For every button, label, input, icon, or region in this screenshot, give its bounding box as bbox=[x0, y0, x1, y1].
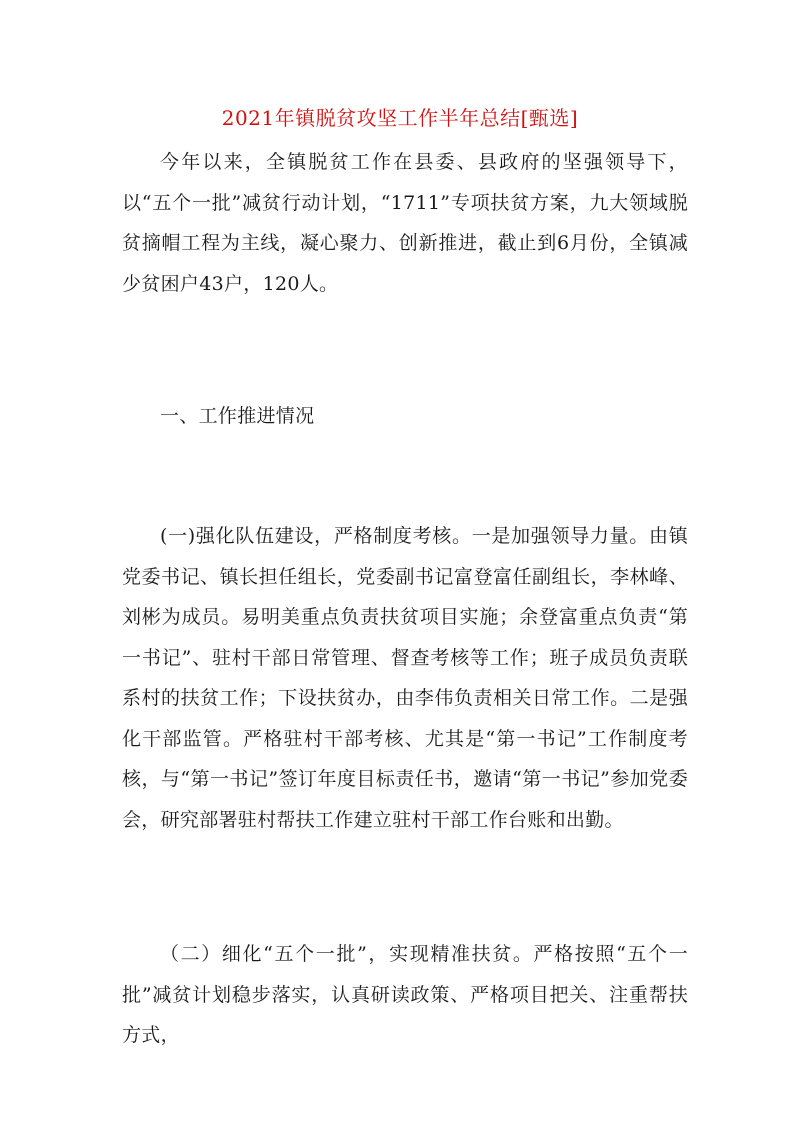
document-title: 2021年镇脱贫攻坚工作半年总结[甄选] bbox=[221, 106, 579, 130]
section-heading-work-progress: 一、工作推进情况 bbox=[160, 405, 315, 427]
paragraph-team-building: (一)强化队伍建设，严格制度考核。一是加强领导力量。由镇党委书记、镇长担任组长，党委副书记富登富任副组长，李林峰、刘彬为成员。易明美重点负责扶贫项目实施；余登富重点负责“第一书记”、驻村干部日常管理、督查考核等工作；班子成员负责联系村的扶贫工作；下设扶贫办，由李伟负责相关日常工作。二是强化干部监管。严格驻村干部考核、尤其是“第一书记”工作制度考核，与“第一书记”签订年度目标责任书，邀请“第一书记”参加党委会，研究部署驻村帮扶工作建立驻村干部工作台账和出勤。 bbox=[122, 525, 688, 831]
paragraph-five-batches: （二）细化“五个一批”，实现精准扶贫。严格按照“五个一批”减贫计划稳步落实，认真研读政策、严格项目把关、注重帮扶方式， bbox=[122, 943, 688, 1046]
intro-paragraph: 今年以来，全镇脱贫工作在县委、县政府的坚强领导下，以“五个一批”减贫行动计划，“1711”专项扶贫方案，九大领域脱贫摘帽工程为主线，凝心聚力、创新推进，截止到6月份，全镇减少贫困户43户，120人。 bbox=[122, 151, 688, 295]
